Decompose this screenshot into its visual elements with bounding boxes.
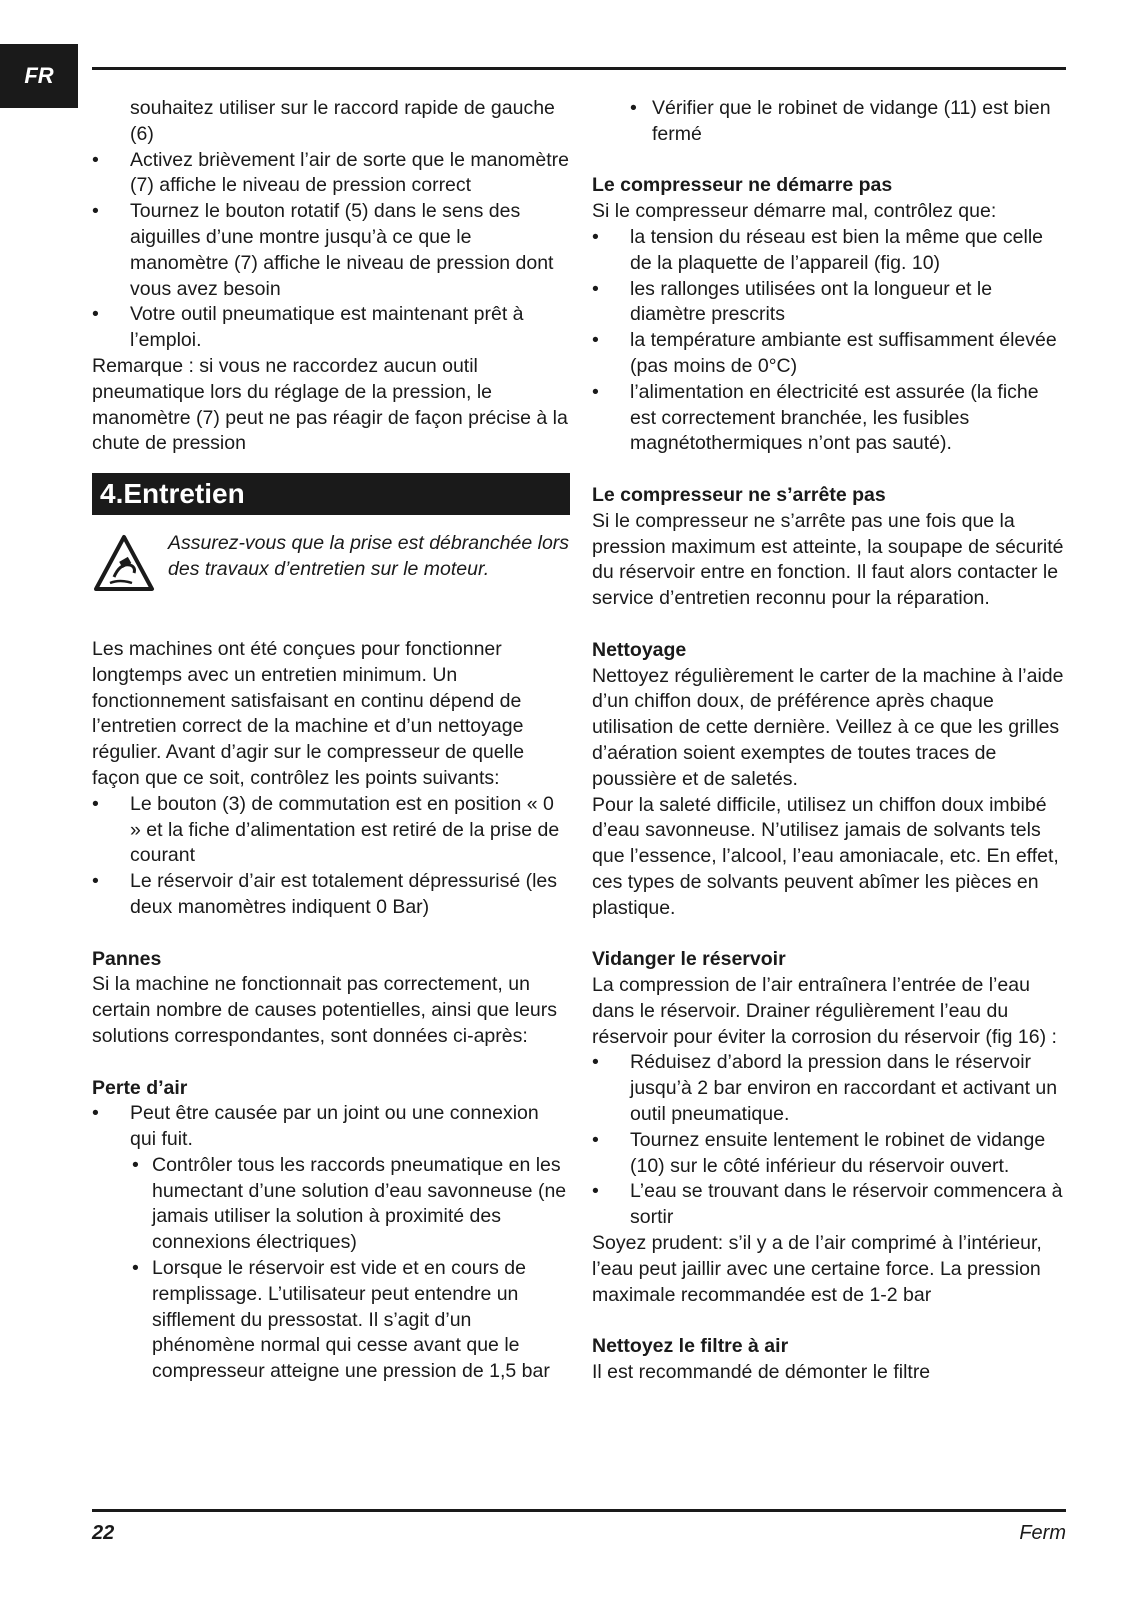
no-start-heading: Le compresseur ne démarre pas bbox=[592, 174, 893, 197]
list-item: • Activez brièvement l’air de sorte que le manomètre (7) affiche le niveau de pression correct bbox=[92, 148, 570, 200]
cleaning-paragraph-1: Nettoyez régulièrement le carter de la machine à l’aide d’un chiffon doux, de préférence après chaque utilisation de cette dernière. Veillez à ce que les grilles d’aération soient exemptes de toutes traces de poussière et de saletés. bbox=[592, 664, 1064, 790]
list-item: • Peut être causée par un joint ou une connexion qui fuit. bbox=[92, 1101, 570, 1153]
no-stop-paragraph: Si le compresseur ne s’arrête pas une fois que la pression maximum est atteinte, la soupape de sécurité du réservoir entre en fonction. Il faut alors contacter le service d’entretien reconnu pour la réparation. bbox=[592, 509, 1064, 610]
list-item: • L’eau se trouvant dans le réservoir commencera à sortir bbox=[592, 1179, 1070, 1231]
right-column bbox=[592, 96, 1070, 1386]
list-item: • Le réservoir d’air est totalement dépressurisé (les deux manomètres indiquent 0 Bar) bbox=[92, 869, 570, 921]
brand-name: Ferm bbox=[1019, 1522, 1066, 1544]
list-item: • Le bouton (3) de commutation est en position « 0 » et la fiche d’alimentation est retiré de la prise de courant bbox=[92, 792, 570, 869]
section-title: 4.Entretien bbox=[92, 473, 570, 515]
list-item: • Tournez le bouton rotatif (5) dans le sens des aiguilles d’une montre jusqu’à ce que le manomètre (7) affiche le niveau de pression dont vous avez besoin bbox=[92, 199, 570, 302]
warning-block bbox=[92, 531, 570, 611]
perte-air-heading: Perte d’air bbox=[92, 1076, 188, 1099]
left-column bbox=[92, 96, 570, 1385]
maintenance-paragraph: Les machines ont été conçues pour fonctionner longtemps avec un entretien minimum. Un fonctionnement satisfaisant en continu dépend de l’entretien correct de la machine et d’un nettoyage régulier. Avant d’agir sur le compresseur de quelle façon que ce soit, contrôlez les points suivants: bbox=[92, 637, 525, 789]
list-item: • la tension du réseau est bien la même que celle de la plaquette de l’appareil (fig. 10) bbox=[592, 225, 1070, 277]
intro-continuation: souhaitez utiliser sur le raccord rapide de gauche (6) bbox=[130, 97, 555, 145]
header-rule bbox=[92, 67, 1066, 70]
drain-paragraph: La compression de l’air entraînera l’entrée de l’eau dans le réservoir. Drainer régulièrement l’eau du réservoir pour éviter la corrosion du réservoir (fig 16) : bbox=[592, 974, 1057, 1048]
page-number: 22 bbox=[92, 1522, 115, 1544]
air-filter-heading: Nettoyez le filtre à air bbox=[592, 1335, 789, 1358]
remark-paragraph: Remarque : si vous ne raccordez aucun outil pneumatique lors du réglage de la pression, le manomètre (7) peut ne pas réagir de façon précise à la chute de pression bbox=[92, 354, 568, 455]
drain-heading: Vidanger le réservoir bbox=[592, 948, 786, 971]
no-start-paragraph: Si le compresseur démarre mal, contrôlez que: bbox=[592, 200, 997, 223]
list-item: • l’alimentation en électricité est assurée (la fiche est correctement branchée, les fusibles magnétothermiques n’ont pas sauté). bbox=[592, 380, 1070, 457]
list-item: • Tournez ensuite lentement le robinet de vidange (10) sur le côté inférieur du réservoir ouvert. bbox=[592, 1128, 1070, 1180]
list-item: • la température ambiante est suffisamment élevée (pas moins de 0°C) bbox=[592, 328, 1070, 380]
cleaning-paragraph-2: Pour la saleté difficile, utilisez un chiffon doux imbibé d’eau savonneuse. N’utilisez jamais de solvants tels que l’essence, l’alcool, l’eau amoniacale, etc. En effet, ces types de solvants peuvent abîmer les pièces en plastique. bbox=[592, 793, 1059, 919]
drain-caution-paragraph: Soyez prudent: s’il y a de l’air comprimé à l’intérieur, l’eau peut jaillir avec une certaine force. La pression maximale recommandée est de 1-2 bar bbox=[592, 1232, 1042, 1306]
language-tab: FR bbox=[0, 44, 78, 108]
list-item: • les rallonges utilisées ont la longueur et le diamètre prescrits bbox=[592, 277, 1070, 329]
sub-list-item: • Contrôler tous les raccords pneumatique en les humectant d’une solution d’eau savonneuse (ne jamais utiliser la solution à proximité des connexions électriques) bbox=[92, 1153, 570, 1256]
pannes-heading: Pannes bbox=[92, 947, 162, 970]
unplug-warning-icon bbox=[92, 533, 156, 593]
sub-list-item: • Vérifier que le robinet de vidange (11) est bien fermé bbox=[630, 96, 1070, 148]
list-item: • Votre outil pneumatique est maintenant prêt à l’emploi. bbox=[92, 302, 570, 354]
warning-text: Assurez-vous que la prise est débranchée lors des travaux d’entretien sur le moteur. bbox=[168, 532, 570, 580]
pannes-paragraph: Si la machine ne fonctionnait pas correctement, un certain nombre de causes potentielles, ainsi que leurs solutions correspondantes, sont données ci-après: bbox=[92, 973, 558, 1047]
no-stop-heading: Le compresseur ne s’arrête pas bbox=[592, 483, 886, 506]
cleaning-heading: Nettoyage bbox=[592, 638, 687, 661]
air-filter-paragraph: Il est recommandé de démonter le filtre bbox=[592, 1361, 931, 1384]
footer-rule bbox=[92, 1509, 1066, 1512]
list-item: • Réduisez d’abord la pression dans le réservoir jusqu’à 2 bar environ en raccordant et activant un outil pneumatique. bbox=[592, 1050, 1070, 1127]
sub-list-item: • Lorsque le réservoir est vide et en cours de remplissage. L’utilisateur peut entendre un sifflement du pressostat. Il s’agit d’un phénomène normal qui cesse avant que le compresseur atteigne une pression de 1,5 bar bbox=[92, 1256, 570, 1385]
